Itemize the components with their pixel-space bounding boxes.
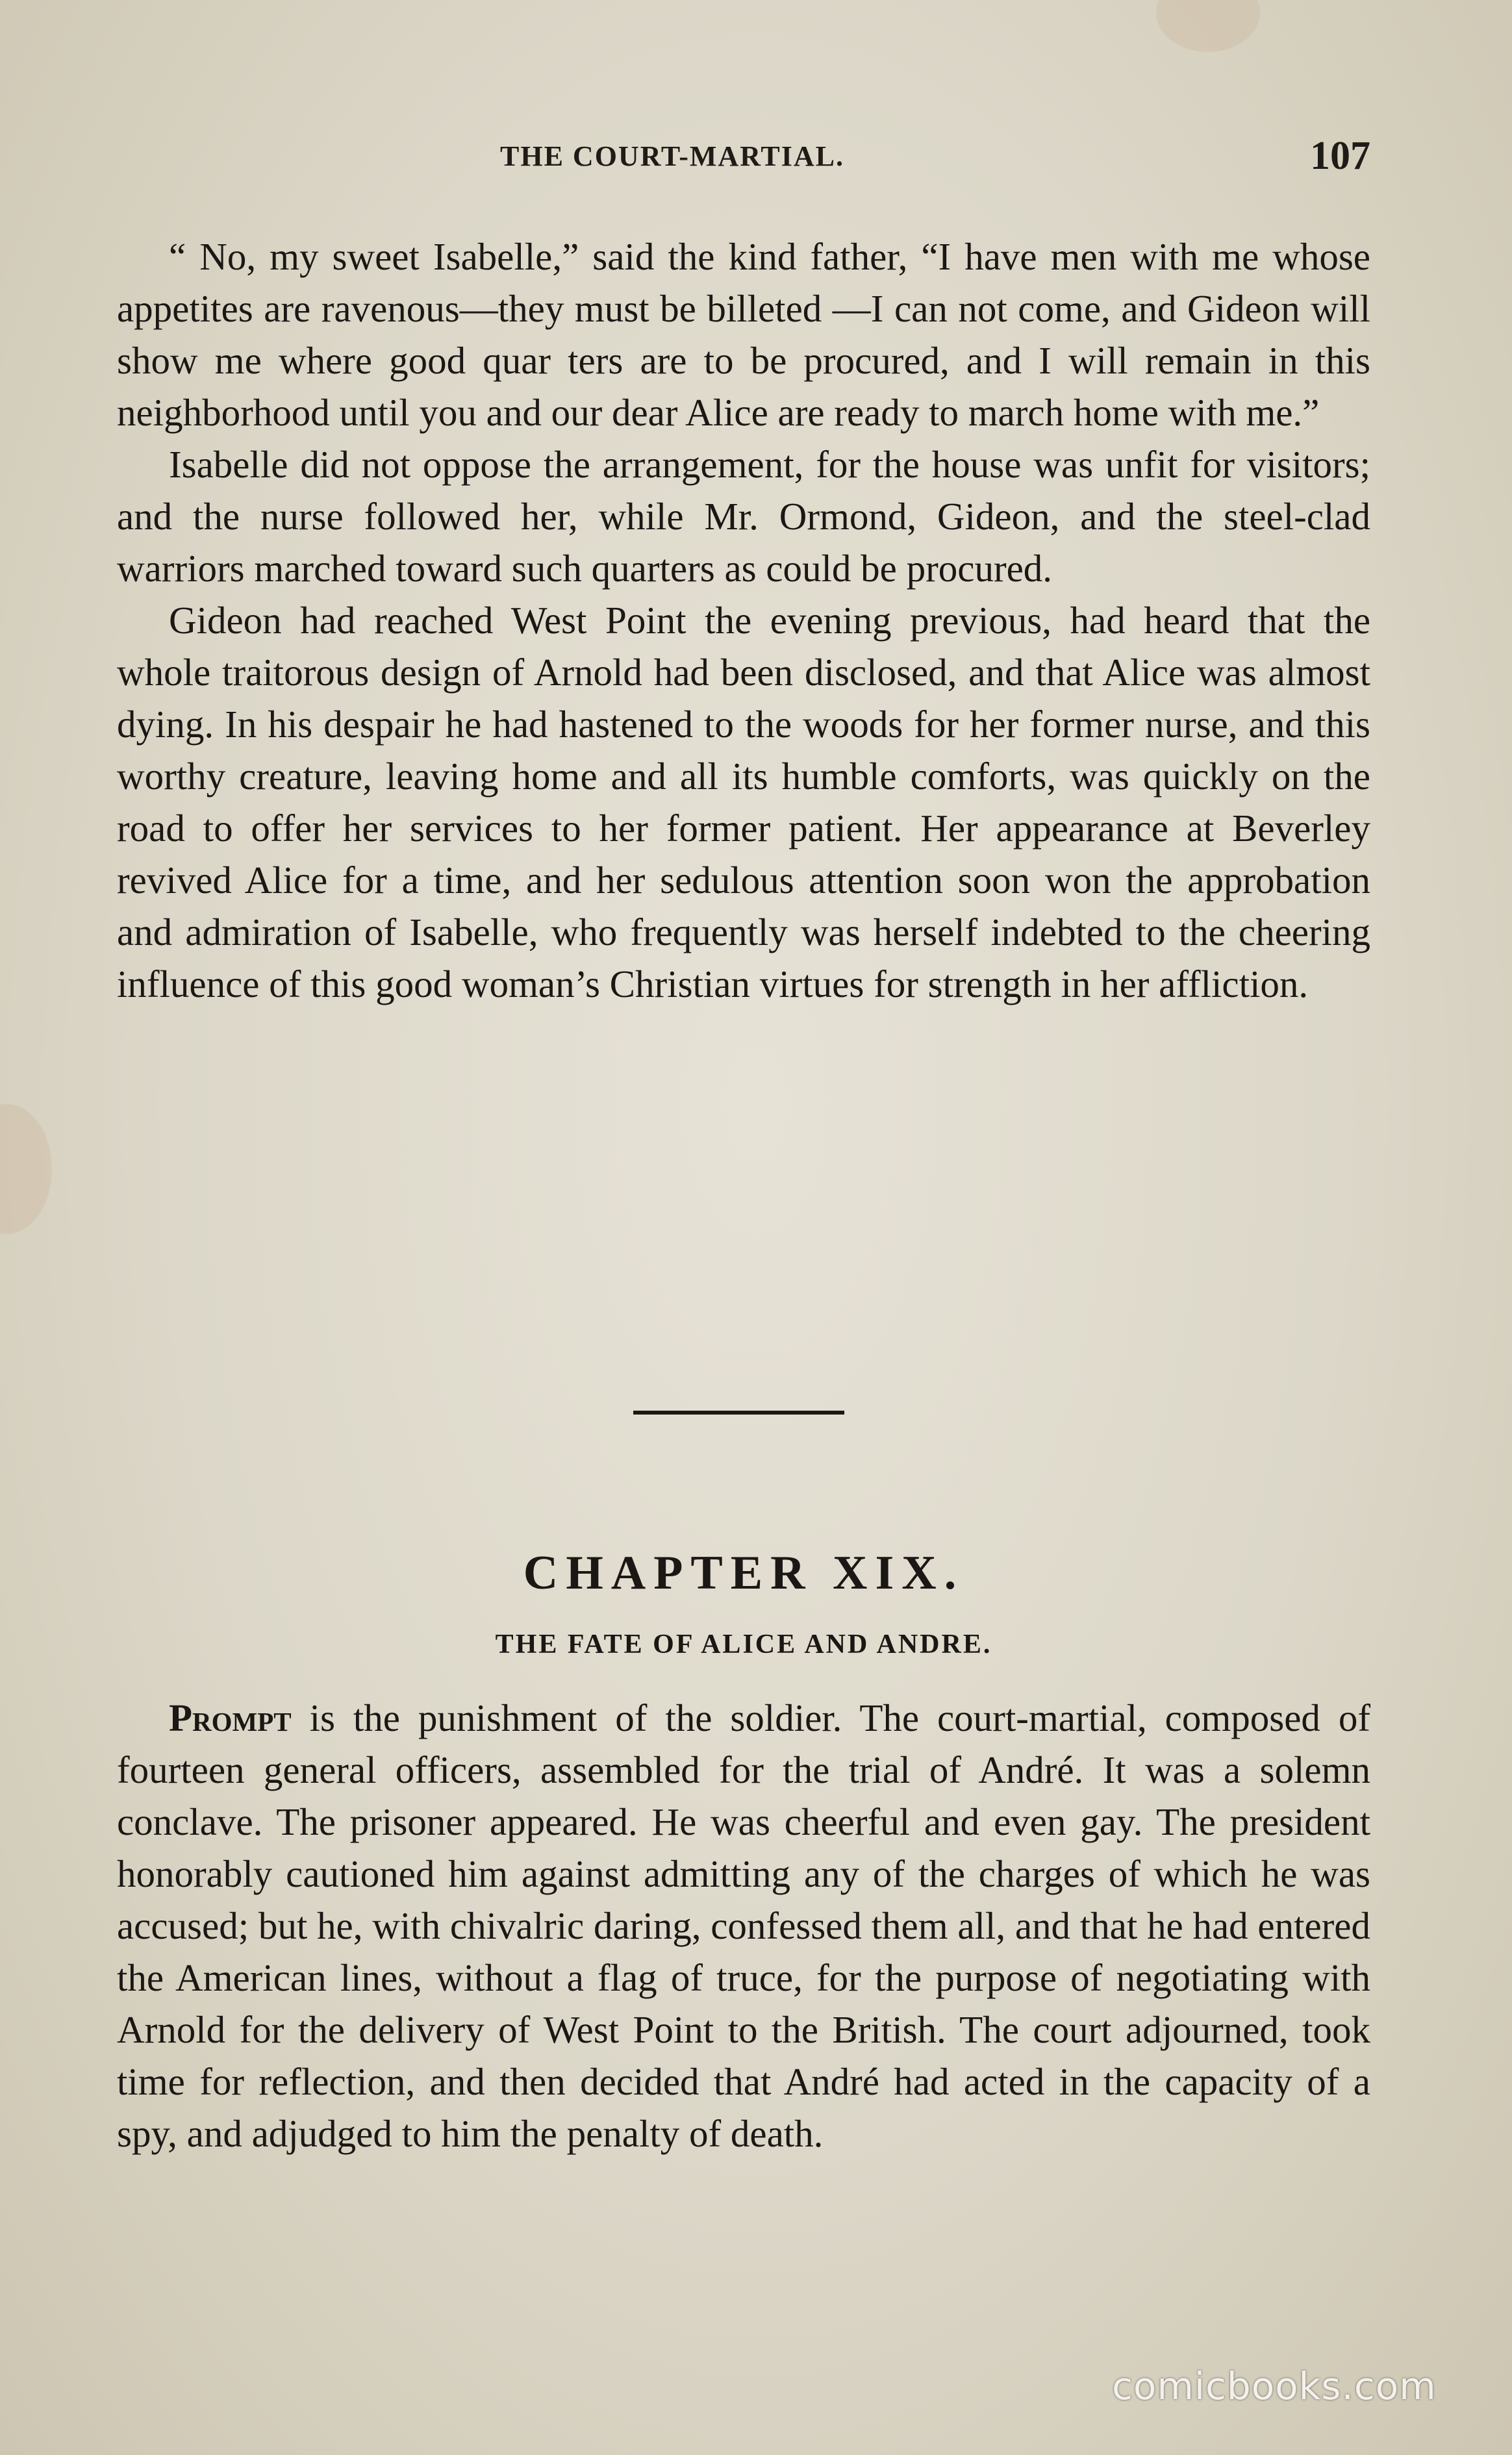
paragraph xyxy=(117,1692,1370,2159)
watermark: comicbooks.com xyxy=(1112,2364,1437,2408)
chapter-subtitle: THE FATE OF ALICE AND ANDRE. xyxy=(495,1630,992,1659)
paragraph: Isabelle did not oppose the arrangement, for the house was unfit for visitors; and the nurse followed her, while Mr. Ormond, Gideon, and the steel-clad warriors marched toward such quarters as could be procured. xyxy=(117,443,1370,590)
paragraph-body: is the punishment of the soldier. The court-martial, composed of fourteen general officers, assembled for the trial of André. It was a solemn conclave. The prisoner appeared. He was cheerful and even gay. The president honorably cautioned him against admitting any of the charges of which he was accused; but he, with chivalric daring, confessed them all, and that he had entered the American lines, without a flag of truce, for the purpose of negotiating with Arnold for the delivery of West Point to the British. The court adjourned, took time for reflection, and then decided that André had acted in the capacity of a spy, and adjudged to him the penalty of death. xyxy=(117,1696,1370,2155)
page-stain xyxy=(1156,0,1260,52)
chapter-title: CHAPTER XIX. xyxy=(523,1546,964,1600)
page-number: 107 xyxy=(1310,134,1370,178)
text-section-1 xyxy=(117,231,1370,1010)
lead-word: Prompt xyxy=(169,1696,292,1739)
paragraph: Gideon had reached West Point the evening previous, had heard that the whole traitorous design of Arnold had been disclosed, and that Alice was almost dying. In his despair he had hastened to the woods for her former nurse, and this worthy creature, leaving home and all its humble comforts, was quickly on the road to offer her services to her former patient. Her appearance at Beverley revived Alice for a time, and her sedulous attention soon won the approbation and admiration of Isabelle, who frequently was herself indebted to the cheering influence of this good woman’s Christian virtues for strength in her affliction. xyxy=(117,599,1370,1005)
page-stain xyxy=(0,1104,52,1234)
section-separator-rule xyxy=(633,1411,844,1415)
running-head xyxy=(117,133,1370,179)
running-title: THE COURT-MARTIAL. xyxy=(500,140,845,172)
text-section-2 xyxy=(117,1692,1370,2159)
paragraph: “ No, my sweet Isabelle,” said the kind father, “I have men with me whose appetites are ravenous—they must be billeted —I can not come, and Gideon will show me where good quar ters are to be procured, and I will remain in this neighborhood until you and our dear Alice are ready to march home with me.” xyxy=(117,235,1370,434)
